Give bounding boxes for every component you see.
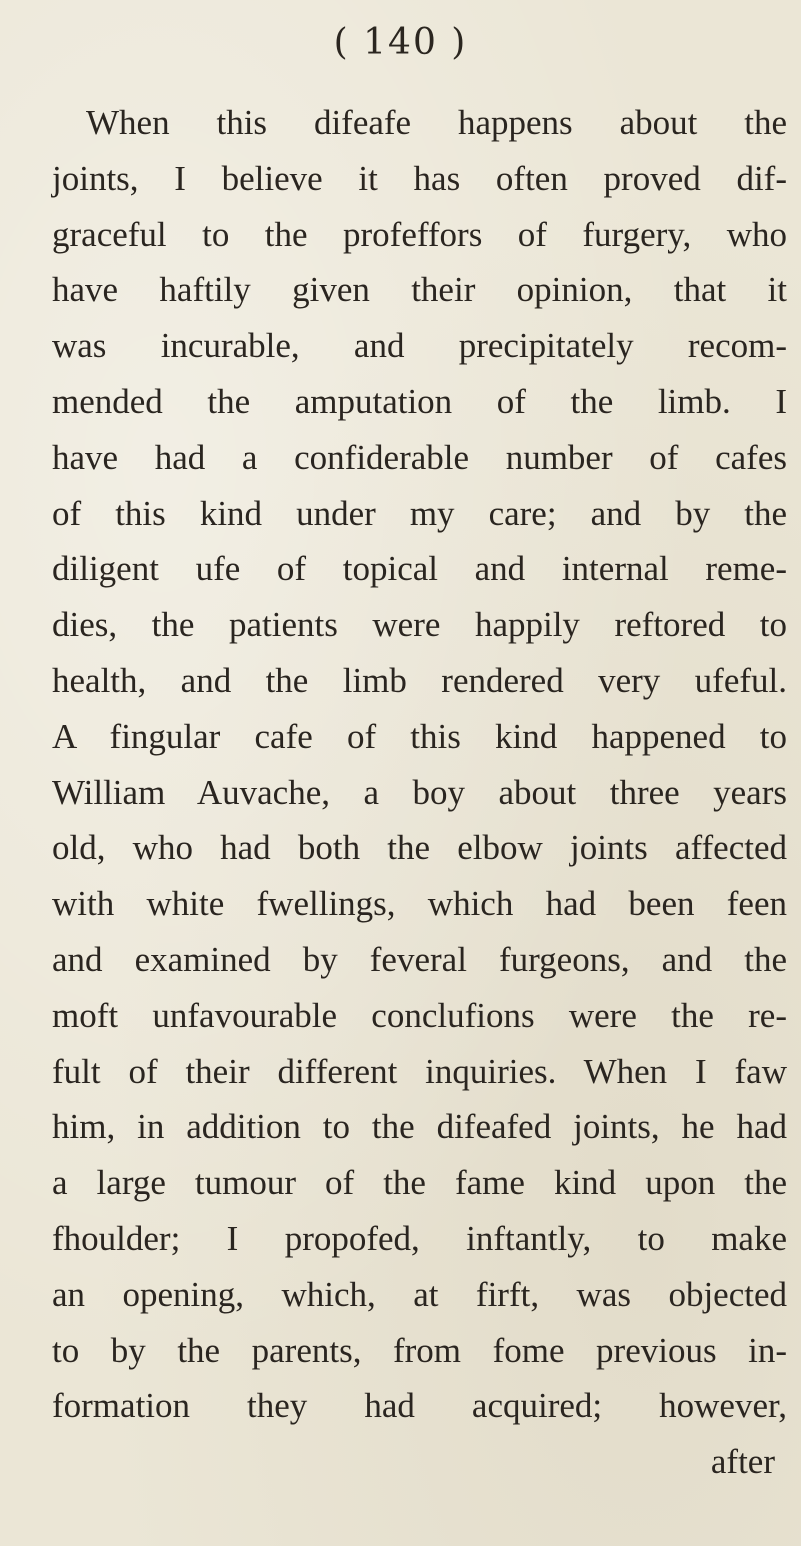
text-line: of this kind under my care; and by the	[52, 493, 787, 533]
text-line: have had a confiderable number of cafes	[52, 437, 787, 477]
text-line: moft unfavourable conclufions were the re-	[52, 995, 787, 1035]
text-line: was incurable, and precipitately recom-	[52, 326, 787, 366]
text-line: graceful to the profeffors of furgery, who	[52, 214, 787, 254]
text-line: fhoulder; I propofed, inftantly, to make	[52, 1218, 787, 1258]
text-line: health, and the limb rendered very ufeful.	[52, 660, 787, 700]
catchword: after	[710, 1442, 775, 1482]
text-line: When this difeafe happens about the	[86, 103, 787, 142]
text-line: a large tumour of the fame kind upon the	[52, 1163, 787, 1203]
text-line: A fingular cafe of this kind happened to	[52, 716, 787, 756]
text-line: have haftily given their opinion, that it	[52, 270, 787, 310]
text-line: dies, the patients were happily reftored to	[52, 605, 787, 645]
text-line: formation they had acquired; however,	[52, 1386, 787, 1426]
text-line: an opening, which, at firft, was objected	[52, 1274, 787, 1314]
text-line: William Auvache, a boy about three years	[52, 772, 787, 812]
text-line: joints, I believe it has often proved dif-	[52, 158, 787, 198]
text-line: and examined by feveral furgeons, and the	[52, 939, 787, 979]
body-text	[52, 95, 787, 1490]
page-number: ( 140 )	[333, 22, 468, 63]
text-line: him, in addition to the difeafed joints, he had	[52, 1107, 787, 1147]
text-line: to by the parents, from fome previous in-	[52, 1330, 787, 1370]
text-line: diligent ufe of topical and internal reme-	[52, 549, 787, 589]
text-line: old, who had both the elbow joints affected	[52, 828, 787, 868]
text-line: with white fwellings, which had been feen	[52, 884, 787, 924]
text-line: mended the amputation of the limb. I	[52, 381, 787, 421]
text-line: fult of their different inquiries. When I faw	[52, 1051, 787, 1091]
